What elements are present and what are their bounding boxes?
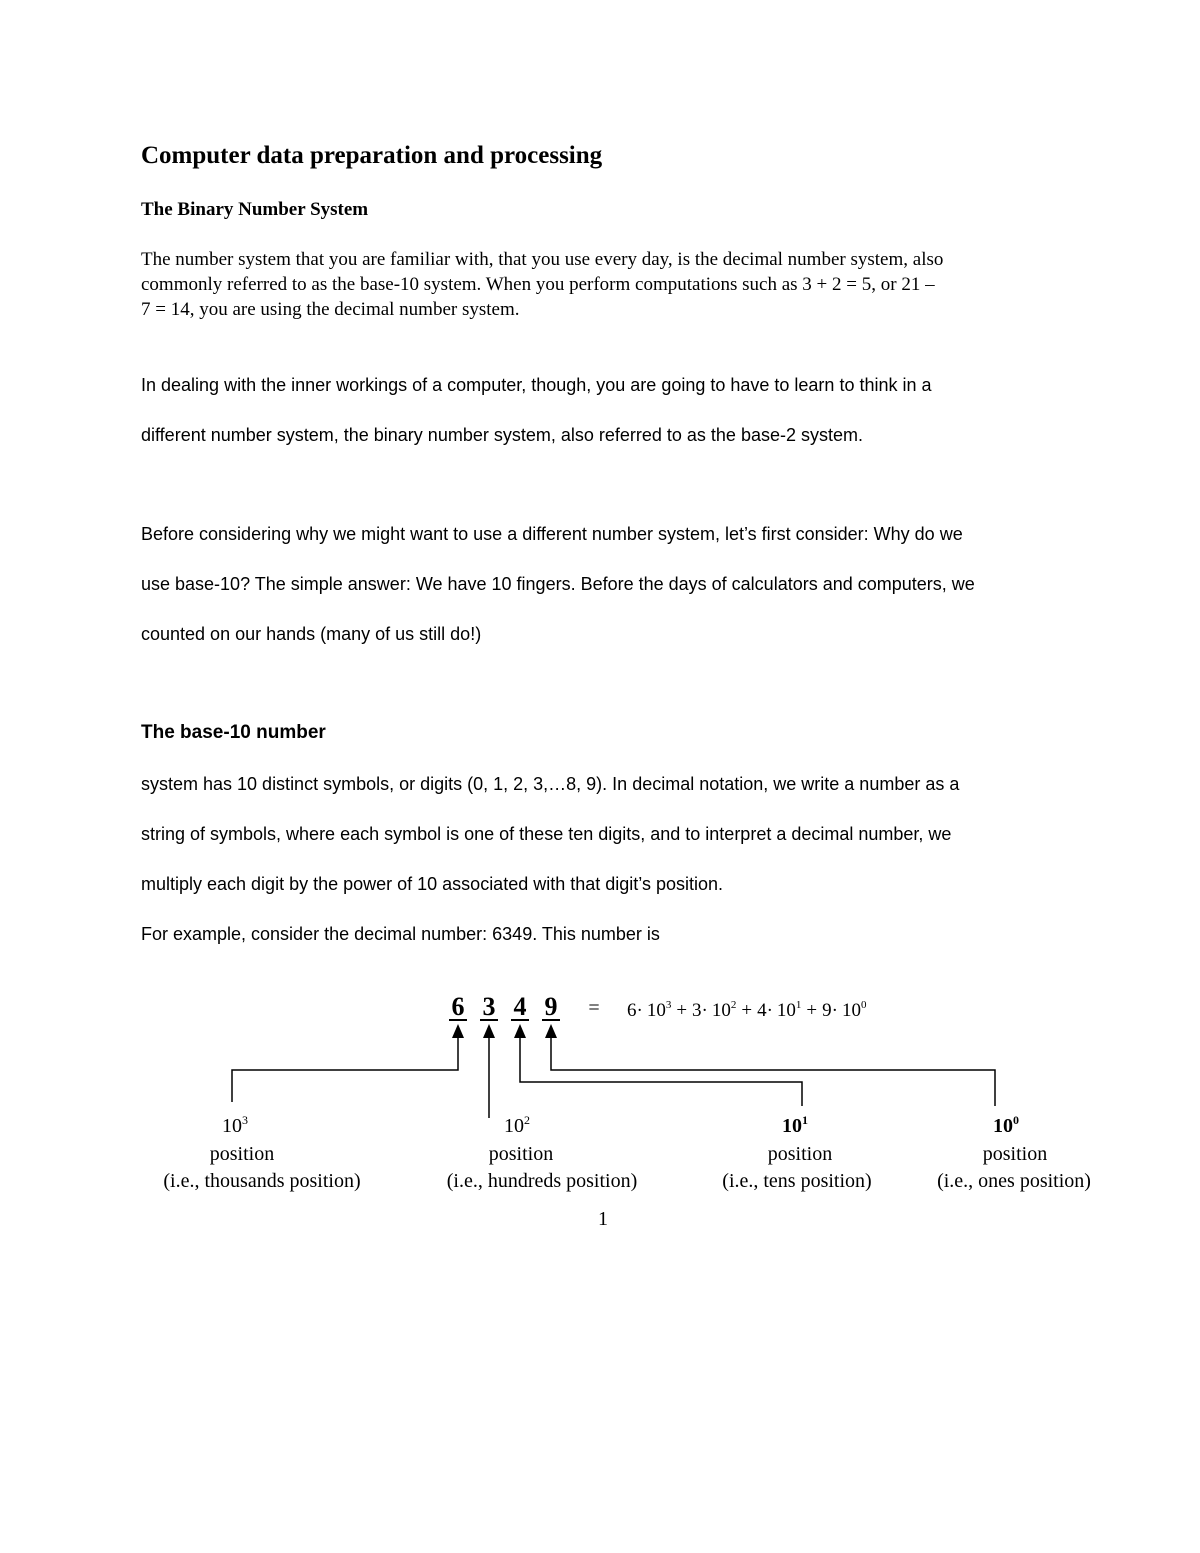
digit: 9 [544,992,558,1021]
position-power: $10^1$ [782,1113,808,1137]
position-desc: (i.e., tens position) [722,1170,872,1192]
arrowhead [452,1024,464,1038]
position-word: position [982,1143,1048,1165]
section-heading-binary: The Binary Number System [141,199,369,220]
arrowhead [514,1024,526,1038]
connector-thousands [232,1036,458,1102]
paragraph-line: counted on our hands (many of us still do!) [141,624,482,644]
position-desc: (i.e., thousands position) [163,1170,361,1192]
paragraph-line: For example, consider the decimal number: 6349. This number is [141,924,660,944]
digit: 4 [513,992,527,1021]
document-title: Computer data preparation and processing [141,142,603,169]
paragraph-line: The number system that you are familiar with, that you use every day, is the decimal number system, also [141,249,944,270]
paragraph-line: string of symbols, where each symbol is one of these ten digits, and to interpret a decimal number, we [141,824,952,844]
paragraph-line: In dealing with the inner workings of a computer, though, you are going to have to learn to think in a [141,375,932,395]
expansion-formula: $6\cdot 10^3 + 3\cdot 10^2 + 4\cdot 10^1 + 9\cdot 10^0$ [627,999,867,1021]
paragraph-line: system has 10 distinct symbols, or digits (0, 1, 2, 3,…8, 9). In decimal notation, we write a number as a [141,774,960,794]
arrowhead [483,1024,495,1038]
position-desc: (i.e., ones position) [937,1170,1091,1192]
position-word: position [488,1143,554,1165]
position-power: $10^0$ [993,1113,1019,1137]
equals-sign: = [588,997,600,1019]
position-power: $10^2$ [504,1113,530,1137]
position-power: $10^3$ [222,1113,248,1137]
paragraph-line: multiply each digit by the power of 10 associated with that digit’s position. [141,874,723,894]
arrowhead [545,1024,557,1038]
connector-ones [551,1036,995,1106]
paragraph-line: commonly referred to as the base-10 system. When you perform computations such as 3 + 2 = 5, or 21 – [141,274,935,295]
paragraph-line: use base-10? The simple answer: We have 10 fingers. Before the days of calculators and computers, we [141,574,975,594]
connector-tens [520,1036,802,1106]
paragraph-line: Before considering why we might want to use a different number system, let’s first consider: Why do we [141,524,963,544]
digit: 3 [482,992,496,1021]
paragraph-line: 7 = 14, you are using the decimal number system. [141,299,520,320]
section-heading-base10: The base-10 number [141,722,326,743]
position-desc: (i.e., hundreds position) [446,1170,638,1192]
paragraph-line: different number system, the binary number system, also referred to as the base-2 system. [141,425,863,445]
position-word: position [209,1143,275,1165]
digit: 6 [451,992,465,1021]
page-number: 1 [598,1208,608,1230]
position-word: position [767,1143,833,1165]
